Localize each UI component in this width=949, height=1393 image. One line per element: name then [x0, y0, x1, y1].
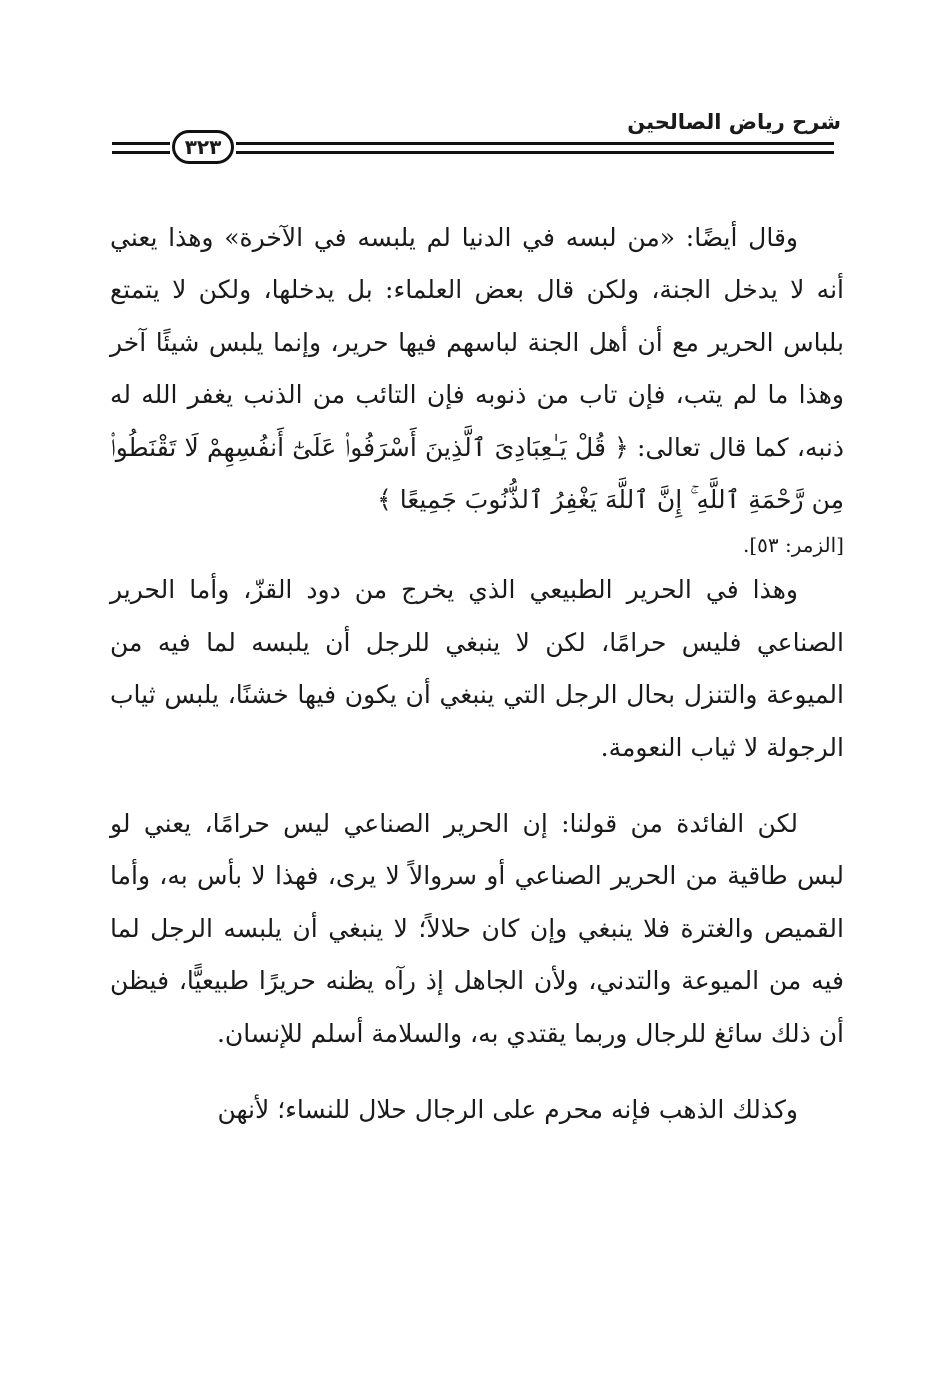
paragraph-4: وكذلك الذهب فإنه محرم على الرجال حلال للنساء؛ لأنهن [217, 1095, 798, 1125]
body-text [110, 212, 844, 1137]
paragraph-1-text: وقال أيضًا: «من لبسه في الدنيا لم يلبسه في الآخرة» وهذا يعني أنه لا يدخل الجنة، ولكن قال بعض العلماء: بل يدخلها، ولكن لا يتمتع بلباس الحرير مع أن أهل الجنة لباسهم فيها حرير، وإنما يلبس شيئًا آخر وهذا ما لم يتب، فإن تاب من ذنوبه فإن التائب من الذنب يغفر الله له ذنبه، كما قال تعالى: [110, 223, 844, 462]
paragraph-1 [110, 212, 844, 526]
quran-verse: ﴿ قُلْ يَـٰعِبَادِىَ ٱلَّذِينَ أَسْرَفُوا۟ عَلَىٰٓ أَنفُسِهِمْ لَا تَقْنَطُوا۟ مِن رَّحْمَةِ ٱللَّهِ ۚ إِنَّ ٱللَّهَ يَغْفِرُ ٱلذُّنُوبَ جَمِيعًا ﴾ [110, 432, 844, 515]
header-rule-right [236, 142, 834, 154]
paragraph-3: لكن الفائدة من قولنا: إن الحرير الصناعي ليس حرامًا، يعني لو لبس طاقية من الحرير الصناعي أو سروالاً لا يرى، فهذا لا بأس به، وأما القميص والغترة فلا ينبغي وإن كان حلالاً؛ لا ينبغي أن يلبسه الرجل لما فيه من الميوعة والتدني، ولأن الجاهل إذ رآه يظنه حريرًا طبيعيًّا، فيظن أن ذلك سائغ للرجال وربما يقتدي به، والسلامة أسلم للإنسان. [110, 809, 844, 1048]
header-rule-left [112, 142, 170, 154]
verse-reference: [الزمر: ٥٣]. [743, 533, 844, 558]
running-title: شرح رياض الصالحين [627, 110, 841, 134]
paragraph-2: وهذا في الحرير الطبيعي الذي يخرج من دود القزّ، وأما الحرير الصناعي فليس حرامًا، لكن لا ينبغي للرجل أن يلبسه لما فيه من الميوعة والتنزل بحال الرجل التي ينبغي أن يكون فيها خشنًا، يلبس ثياب الرجولة لا ثياب النعومة. [110, 575, 844, 762]
page-number: ٣٢٣ [172, 130, 234, 164]
